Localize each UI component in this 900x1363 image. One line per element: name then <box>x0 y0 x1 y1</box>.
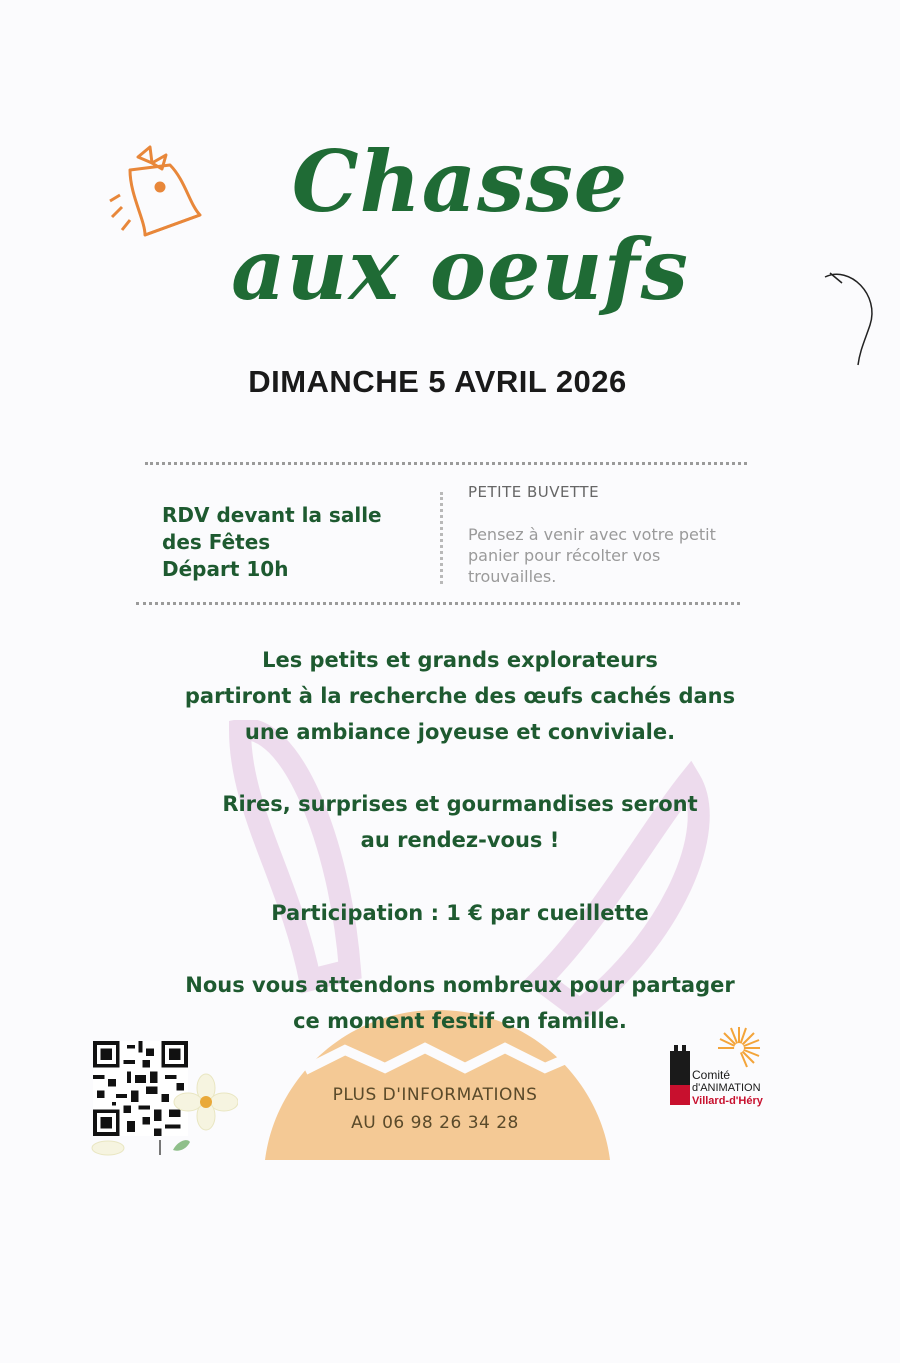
p2-line2: au rendez-vous ! <box>360 828 560 852</box>
meeting-info <box>162 502 382 583</box>
participation-price: Participation : 1 € par cueillette <box>271 901 649 925</box>
top-divider <box>145 462 747 465</box>
p4-line1: Nous vous attendons nombreux pour partager <box>185 973 735 997</box>
p2-line1: Rires, surprises et gourmandises seront <box>222 792 698 816</box>
meeting-line3: Départ 10h <box>162 557 289 581</box>
info-label: PLUS D'INFORMATIONS <box>332 1085 538 1105</box>
buvette-text <box>468 524 768 587</box>
event-date: DIMANCHE 5 AVRIL 2026 <box>248 364 627 399</box>
vertical-divider <box>440 492 443 584</box>
p4-line2: ce moment festif en famille. <box>293 1009 627 1033</box>
more-info <box>300 1081 570 1137</box>
meeting-line2: des Fêtes <box>162 530 271 554</box>
buvette-line2: panier pour récolter vos <box>468 546 661 565</box>
p1-line2: partiront à la recherche des œufs cachés dans <box>184 684 736 708</box>
ink-mark <box>820 265 890 375</box>
buvette-line1: Pensez à venir avec votre petit <box>468 525 716 544</box>
paragraph-explorers <box>60 642 860 750</box>
sun-logo-icon <box>716 1025 762 1071</box>
flower-icon <box>78 1070 238 1160</box>
buvette-line3: trouvailles. <box>468 567 557 586</box>
comite-logo <box>668 1025 788 1115</box>
bottom-divider <box>136 602 740 605</box>
title-line2: aux oeufs <box>231 220 689 319</box>
bell-icon <box>100 135 210 240</box>
logo-line3: Villard-d'Héry <box>692 1095 763 1107</box>
logo-line2: d'ANIMATION <box>692 1082 761 1094</box>
logo-line1: Comité <box>692 1068 731 1082</box>
meeting-line1: RDV devant la salle <box>162 503 382 527</box>
info-phone[interactable]: AU 06 98 26 34 28 <box>351 1113 519 1133</box>
title-line1: Chasse <box>291 132 629 231</box>
p1-line3: une ambiance joyeuse et conviviale. <box>244 720 676 744</box>
paragraph-fun <box>60 786 860 858</box>
p1-line1: Les petits et grands explorateurs <box>262 648 658 672</box>
buvette-title: PETITE BUVETTE <box>468 483 600 501</box>
